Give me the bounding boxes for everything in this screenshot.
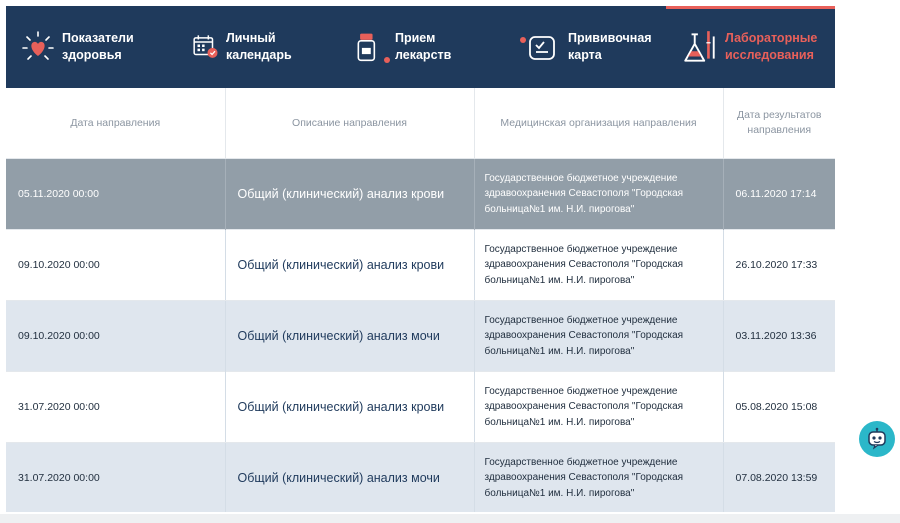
nav-label-vaccination-card: Прививочная карта bbox=[568, 31, 652, 62]
table-row[interactable] bbox=[6, 372, 835, 443]
cell-referral-organization: Государственное бюджетное учреждение здравоохранения Севастополя "Городская больница№1 им. Н.И. пирогова" bbox=[474, 372, 723, 443]
lab-referrals-table bbox=[6, 88, 835, 512]
medication-dot bbox=[384, 57, 390, 63]
chat-bot-icon bbox=[865, 427, 889, 451]
table-row[interactable] bbox=[6, 230, 835, 301]
cell-referral-description[interactable]: Общий (клинический) анализ крови bbox=[225, 230, 474, 301]
chat-bot-button[interactable] bbox=[859, 421, 895, 457]
table-row[interactable] bbox=[6, 159, 835, 230]
vaccination-dot bbox=[520, 37, 526, 43]
nav-item-health-indicators[interactable] bbox=[20, 6, 134, 88]
cell-referral-description[interactable]: Общий (клинический) анализ мочи bbox=[225, 443, 474, 513]
nav-item-personal-calendar[interactable] bbox=[190, 6, 292, 88]
header-results-date[interactable]: Дата результатов направления bbox=[723, 88, 835, 159]
vaccination-card-icon bbox=[526, 29, 562, 65]
cell-results-date: 07.08.2020 13:59 bbox=[723, 443, 835, 513]
cell-referral-organization: Государственное бюджетное учреждение здравоохранения Севастополя "Городская больница№1 им. Н.И. пирогова" bbox=[474, 159, 723, 230]
nav-label-lab-research: Лабораторные исследования bbox=[725, 31, 818, 62]
cell-referral-date: 05.11.2020 00:00 bbox=[6, 159, 225, 230]
cell-referral-date: 31.07.2020 00:00 bbox=[6, 443, 225, 513]
header-referral-date[interactable]: Дата направления bbox=[6, 88, 225, 159]
cell-results-date: 26.10.2020 17:33 bbox=[723, 230, 835, 301]
table-row[interactable] bbox=[6, 443, 835, 513]
cell-referral-organization: Государственное бюджетное учреждение здравоохранения Севастополя "Городская больница№1 им. Н.И. пирогова" bbox=[474, 443, 723, 513]
nav-item-lab-research[interactable] bbox=[681, 6, 817, 88]
nav-label-personal-calendar: Личный календарь bbox=[226, 31, 292, 62]
bottom-scroll-edge bbox=[0, 514, 900, 523]
header-referral-description[interactable]: Описание направления bbox=[225, 88, 474, 159]
cell-referral-description[interactable]: Общий (клинический) анализ крови bbox=[225, 372, 474, 443]
nav-item-medication-intake[interactable] bbox=[353, 6, 451, 88]
cell-referral-date: 31.07.2020 00:00 bbox=[6, 372, 225, 443]
nav-label-health-indicators: Показатели здоровья bbox=[62, 31, 134, 62]
cell-referral-description[interactable]: Общий (клинический) анализ мочи bbox=[225, 301, 474, 372]
cell-results-date: 05.08.2020 15:08 bbox=[723, 372, 835, 443]
medicine-bottle-icon bbox=[353, 30, 385, 64]
nav-item-vaccination-card[interactable] bbox=[518, 6, 652, 88]
cell-referral-organization: Государственное бюджетное учреждение здравоохранения Севастополя "Городская больница№1 им. Н.И. пирогова" bbox=[474, 301, 723, 372]
cell-referral-organization: Государственное бюджетное учреждение здравоохранения Севастополя "Городская больница№1 им. Н.И. пирогова" bbox=[474, 230, 723, 301]
header-referral-organization[interactable]: Медицинская организация направления bbox=[474, 88, 723, 159]
table-header-row bbox=[6, 88, 835, 159]
health-heart-icon bbox=[20, 29, 56, 65]
cell-results-date: 03.11.2020 13:36 bbox=[723, 301, 835, 372]
top-navigation bbox=[6, 6, 835, 88]
lab-results-panel bbox=[6, 6, 835, 512]
cell-referral-date: 09.10.2020 00:00 bbox=[6, 230, 225, 301]
calendar-icon bbox=[190, 32, 220, 62]
nav-label-medication-intake: Прием лекарств bbox=[395, 31, 452, 62]
cell-referral-description[interactable]: Общий (клинический) анализ крови bbox=[225, 159, 474, 230]
cell-referral-date: 09.10.2020 00:00 bbox=[6, 301, 225, 372]
lab-flasks-icon bbox=[681, 28, 719, 66]
cell-results-date: 06.11.2020 17:14 bbox=[723, 159, 835, 230]
table-row[interactable] bbox=[6, 301, 835, 372]
